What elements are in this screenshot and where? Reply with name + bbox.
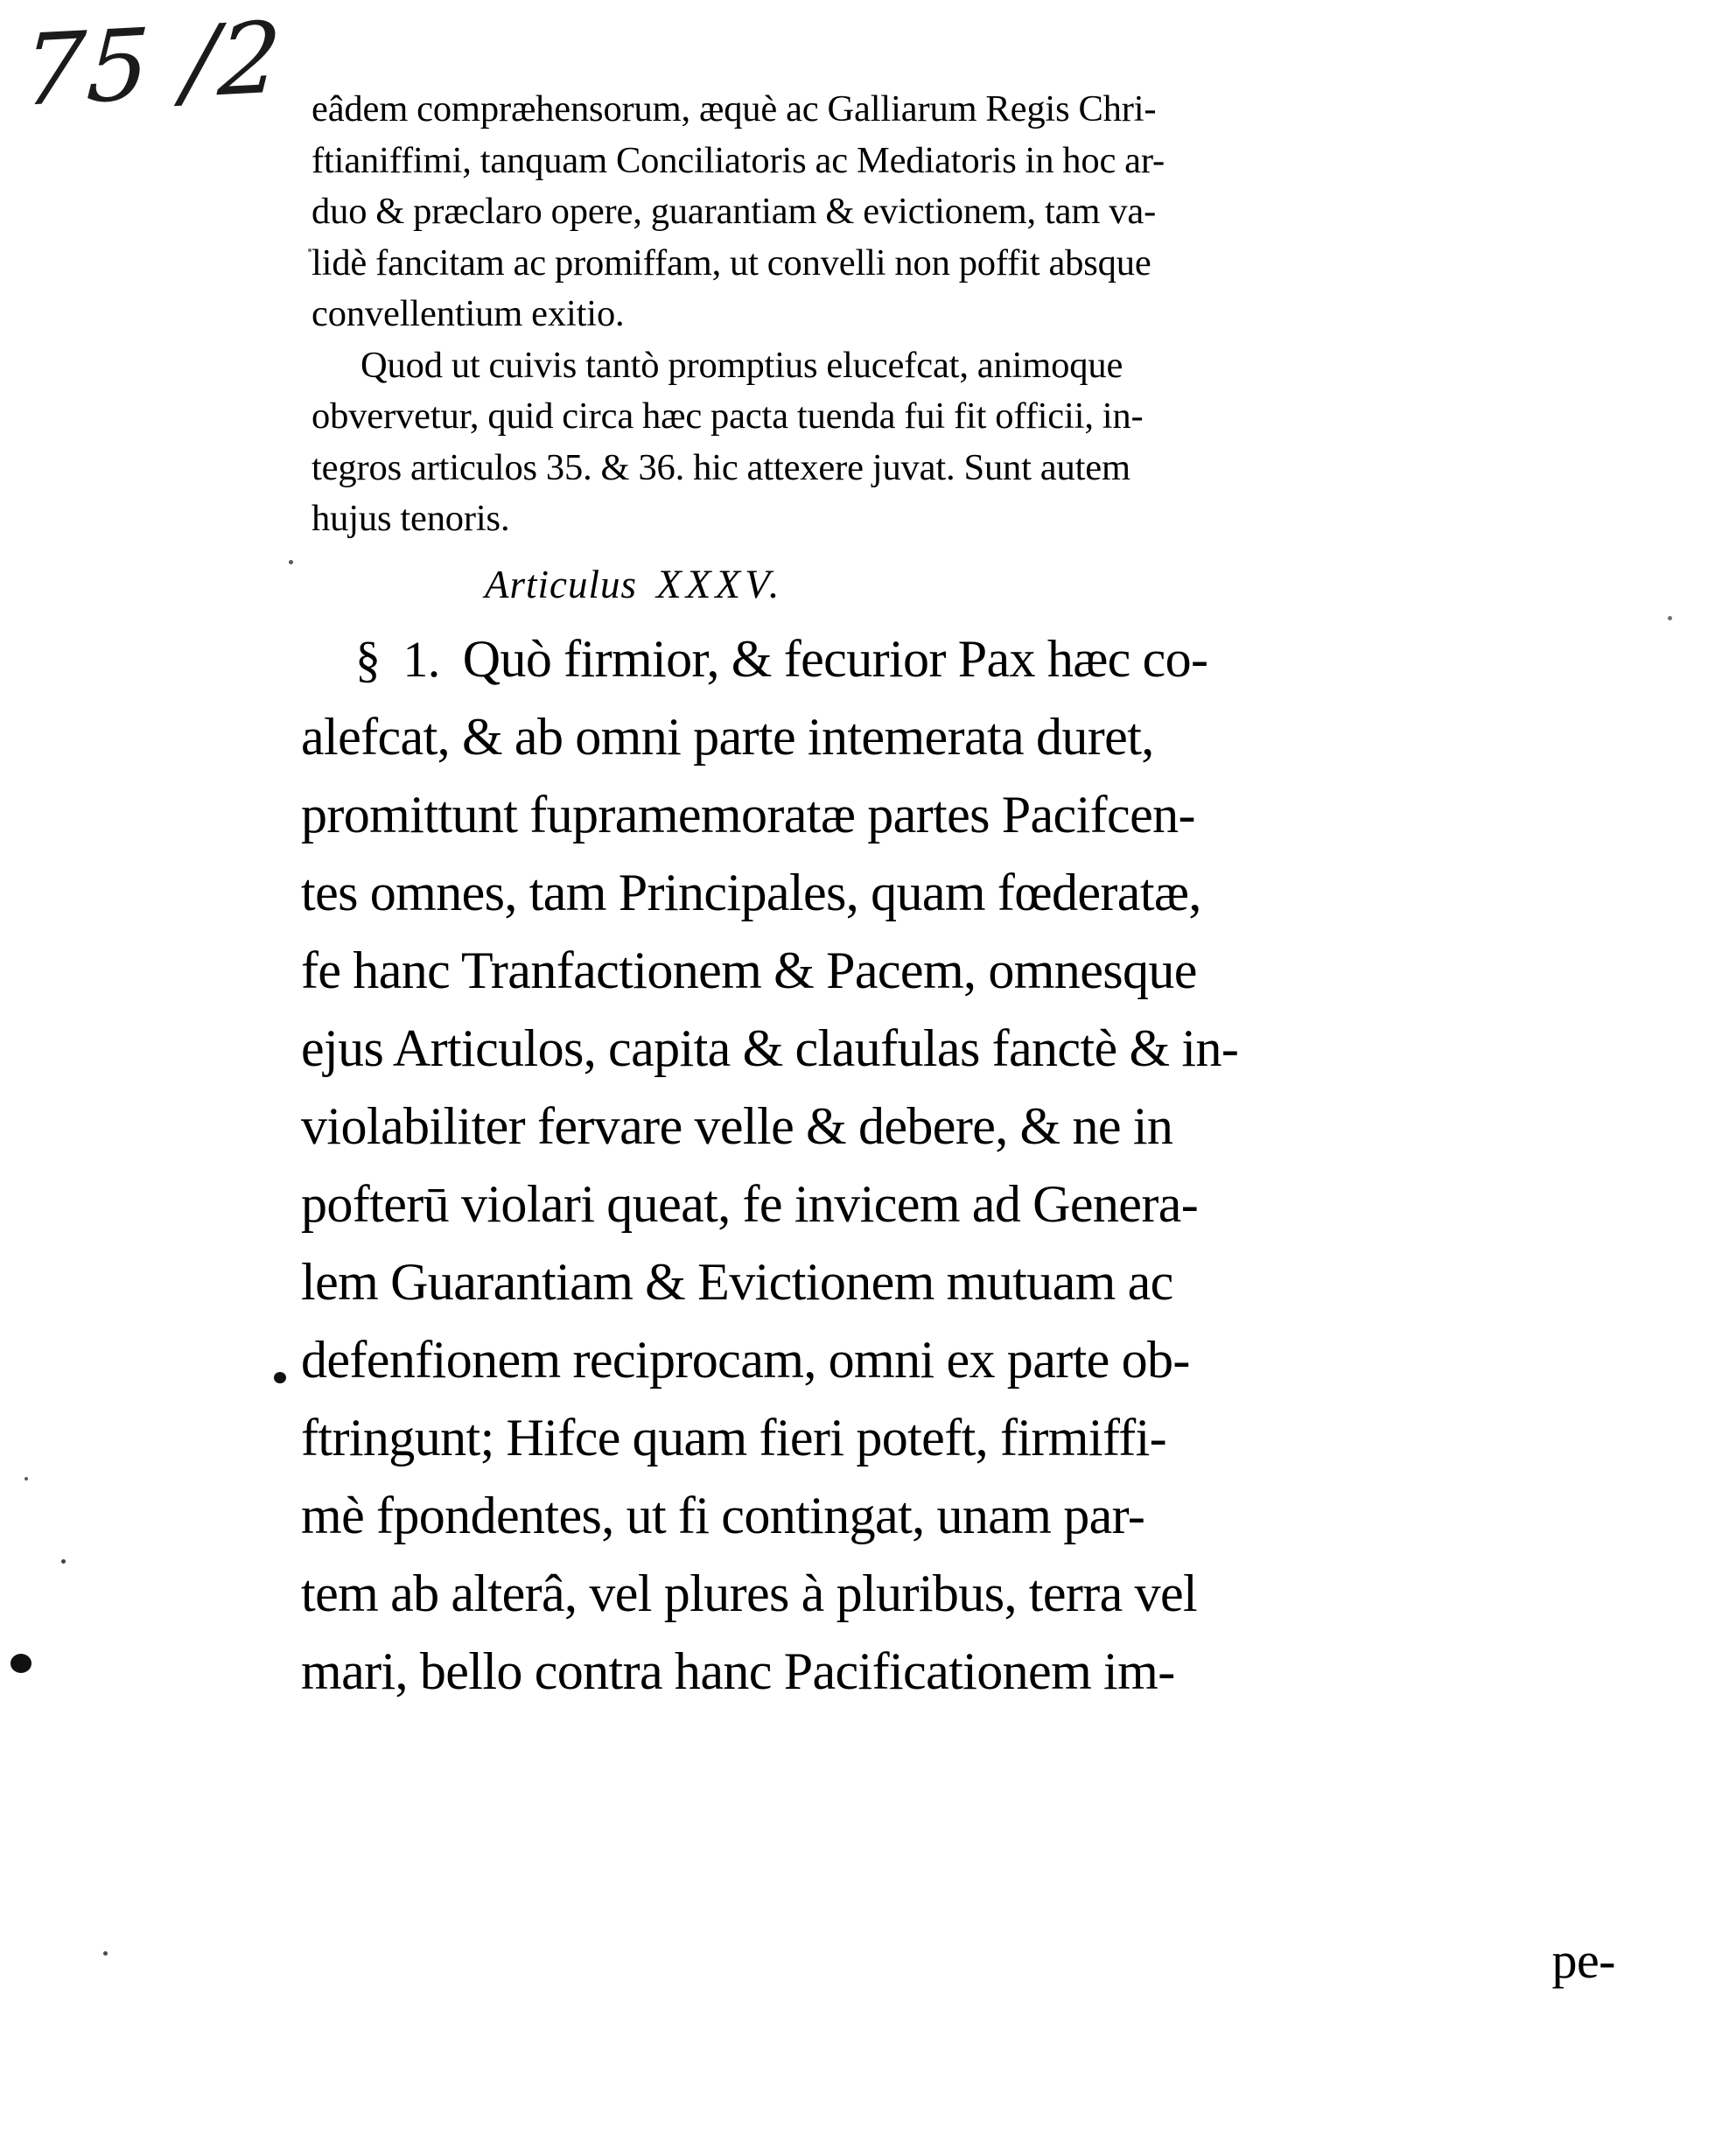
ink-mark	[61, 1559, 66, 1564]
handwritten-folio-number: 75 /2	[19, 0, 286, 130]
ink-mark	[1668, 616, 1672, 620]
text-line: lidè fancitam ac promiffam, ut convelli non poffit absque	[312, 242, 1152, 284]
ink-mark	[289, 560, 293, 564]
article-heading	[312, 557, 1596, 612]
article-body	[301, 620, 1596, 1711]
handwritten-folio-annotation	[19, 0, 286, 147]
text-line: hujus tenoris.	[312, 498, 510, 539]
ink-mark	[24, 1477, 28, 1480]
text-line: mari, bello contra hanc Pacificationem im-	[301, 1642, 1175, 1700]
text-line: mè fpondentes, ut fi contingat, unam par-	[301, 1486, 1145, 1544]
text-line: pofterū violari queat, fe invicem ad Genera-	[301, 1174, 1199, 1233]
text-line: defenfionem reciprocam, omni ex parte ob-	[301, 1330, 1190, 1389]
text-line: tem ab alterâ, vel plures à pluribus, terra vel	[301, 1564, 1198, 1622]
text-line: Quò firmior, & fecurior Pax hæc co-	[462, 629, 1208, 688]
section-number: 1.	[402, 630, 440, 688]
text-line: promittunt fupramemoratæ partes Pacifcen-	[301, 785, 1195, 844]
catchword: pe-	[1551, 1932, 1615, 1989]
text-line: ftringunt; Hifce quam fieri poteft, firmiffi-	[301, 1408, 1167, 1466]
text-line: lem Guarantiam & Evictionem mutuam ac	[301, 1252, 1173, 1311]
paragraph-continuation	[312, 84, 1596, 340]
text-line: tegros articulos 35. & 36. hic attexere juvat. Sunt autem	[312, 446, 1130, 488]
text-line: duo & præclaro opere, guarantiam & evictionem, tam va-	[312, 191, 1157, 232]
text-line: fe hanc Tranfactionem & Pacem, omnesque	[301, 941, 1197, 999]
text-line: ejus Articulos, capita & claufulas fanctè & in-	[301, 1018, 1239, 1077]
ink-mark	[103, 1951, 108, 1956]
ink-mark	[308, 248, 312, 252]
type-area	[301, 84, 1596, 1711]
paragraph-quod	[312, 340, 1596, 545]
text-line: violabiliter fervare velle & debere, & ne in	[301, 1096, 1173, 1155]
article-heading-number: XXXV.	[656, 561, 784, 607]
text-line-first	[301, 620, 1596, 698]
text-line: convellentium exitio.	[312, 293, 625, 334]
text-line: obvervetur, quid circa hæc pacta tuenda fui fit officii, in-	[312, 396, 1144, 437]
ink-mark	[10, 1654, 32, 1673]
ink-mark	[274, 1372, 286, 1383]
text-line: Quod ut cuivis tantò promptius elucefcat, animoque	[360, 344, 1124, 386]
text-line: tes omnes, tam Principales, quam fœderatæ,	[301, 863, 1201, 921]
article-heading-label: Articulus	[485, 562, 637, 606]
text-line: ftianiffimi, tanquam Conciliatoris ac Mediatoris in hoc ar-	[312, 139, 1166, 181]
text-line: alefcat, & ab omni parte intemerata duret,	[301, 707, 1154, 766]
section-mark-glyph: §	[355, 630, 381, 688]
text-line: eâdem compræhensorum, æquè ac Galliarum Regis Chri-	[312, 88, 1157, 130]
